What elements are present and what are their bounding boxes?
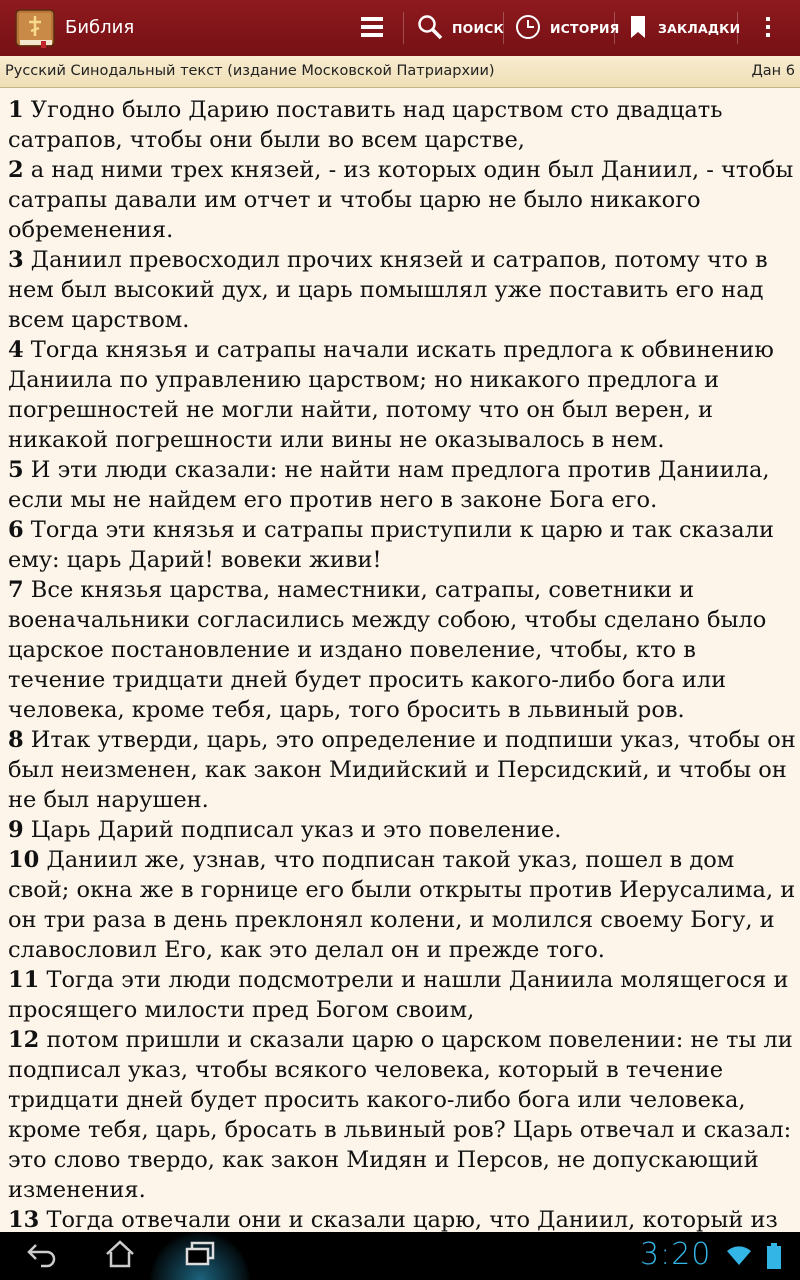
verse-number: 11	[8, 967, 40, 993]
system-navigation-bar	[0, 1232, 800, 1280]
search-label: ПОИСК	[452, 20, 504, 36]
recent-apps-icon	[183, 1240, 217, 1272]
verse-text: Тогда отвечали они и сказали царю, что Даниил, который из	[39, 1207, 778, 1232]
verse-text: Даниил превосходил прочих князей и сатрапов, потому что в нем был высокий дух, и царь помышлял уже поставить его над всем царством.	[8, 247, 768, 333]
back-button[interactable]	[20, 1232, 64, 1280]
verse-number: 4	[8, 337, 24, 363]
verse-8[interactable]	[8, 727, 796, 813]
actionbar-divider	[403, 12, 404, 44]
battery-icon	[766, 1242, 782, 1274]
verse-2[interactable]	[8, 157, 793, 243]
history-label: ИСТОРИЯ	[550, 20, 620, 36]
bookmarks-button[interactable]	[626, 0, 740, 56]
verse-number: 7	[8, 577, 24, 603]
verse-number: 10	[8, 847, 40, 873]
verse-7[interactable]	[8, 577, 766, 723]
verse-12[interactable]	[8, 1027, 793, 1203]
verse-13[interactable]	[8, 1207, 778, 1232]
verse-number: 8	[8, 727, 24, 753]
verse-4[interactable]	[8, 337, 774, 453]
verse-number: 6	[8, 517, 24, 543]
bookmarks-label: ЗАКЛАДКИ	[658, 20, 741, 36]
recent-apps-button[interactable]	[150, 1232, 250, 1280]
actionbar-divider	[737, 12, 738, 44]
verse-number: 5	[8, 457, 24, 483]
verse-text: Угодно было Дарию поставить над царством сто двадцать сатрапов, чтобы они были во всем царстве,	[8, 97, 723, 153]
verse-text: Все князья царства, наместники, сатрапы, советники и военачальники согласились между собою, чтобы сделано было царское постановление и издано повеление, чтобы, кто в течение тридцати дней будет просить какого-либо бога или человека, кроме тебя, царь, того бросить в львиный ров.	[8, 577, 767, 723]
verse-number: 12	[8, 1027, 40, 1053]
bookmark-icon	[626, 13, 650, 44]
verse-3[interactable]	[8, 247, 768, 333]
home-button[interactable]	[98, 1232, 142, 1280]
chapter-reference[interactable]: Дан 6	[751, 63, 795, 79]
verse-number: 9	[8, 817, 24, 843]
verse-number: 13	[8, 1207, 40, 1232]
action-bar	[0, 0, 800, 56]
verse-text: Тогда эти князья и сатрапы приступили к царю и так сказали ему: царь Дарий! вовеки живи!	[8, 517, 775, 573]
verse-text: И эти люди сказали: не найти нам предлога против Даниила, если мы не найдем его против него в законе Бога его.	[8, 457, 770, 513]
verse-text: Даниил же, узнав, что подписан такой указ, пошел в дом свой; окна же в горнице его были открыты против Иерусалима, и он три раза в день преклонял колени, и молился своему Богу, и славословил Его, как это делал он и прежде того.	[8, 847, 796, 963]
actionbar-divider	[503, 12, 504, 44]
verse-6[interactable]	[8, 517, 774, 573]
verse-text: а над ними трех князей, - из которых один был Даниил, - чтобы сатрапы давали им отчет и чтобы царю не было никакого обременения.	[8, 157, 794, 243]
clock-icon	[514, 13, 542, 44]
verse-5[interactable]	[8, 457, 770, 513]
bible-book-icon[interactable]	[14, 7, 58, 49]
translation-name[interactable]: Русский Синодальный текст (издание Московской Патриархии)	[5, 63, 495, 79]
wifi-icon	[726, 1244, 752, 1270]
verse-1[interactable]	[8, 97, 723, 153]
bible-text[interactable]	[8, 95, 798, 1232]
verse-10[interactable]	[8, 847, 795, 963]
home-icon	[104, 1239, 136, 1273]
verse-11[interactable]	[8, 967, 788, 1023]
back-icon	[24, 1240, 60, 1272]
overflow-menu-button[interactable]	[758, 0, 778, 56]
history-button[interactable]	[514, 0, 619, 56]
actionbar-divider	[614, 12, 615, 44]
verse-number: 2	[8, 157, 24, 183]
more-vert-icon	[758, 13, 778, 44]
verse-number: 1	[8, 97, 24, 123]
verse-text: Итак утверди, царь, это определение и подпиши указ, чтобы он был неизменен, как закон Мидийский и Персидский, и чтобы он не был нарушен.	[8, 727, 796, 813]
list-icon	[358, 13, 386, 44]
verse-number: 3	[8, 247, 24, 273]
app-title: Библия	[65, 17, 135, 38]
verse-9[interactable]	[8, 817, 561, 843]
translation-header[interactable]	[0, 56, 800, 88]
menu-button[interactable]	[358, 0, 386, 56]
verse-text: потом пришли и сказали царю о царском повелении: не ты ли подписал указ, чтобы всякого человека, который в течение тридцати дней будет просить какого-либо бога или человека, кроме тебя, царь, бросать в львиный ров? Царь отвечал и сказал: это слово твердо, как закон Мидян и Персов, не допускающий изменения.	[8, 1027, 793, 1203]
search-icon	[416, 13, 444, 44]
verse-text: Тогда эти люди подсмотрели и нашли Даниила молящегося и просящего милости пред Богом своим,	[8, 967, 789, 1023]
verse-text: Тогда князья и сатрапы начали искать предлога к обвинению Даниила по управлению царством; но никакого предлога и погрешностей не могли найти, потому что он был верен, и никакой погрешности или вины не оказывалось в нем.	[8, 337, 774, 453]
clock: 3:20	[640, 1237, 712, 1272]
search-button[interactable]	[416, 0, 504, 56]
verse-text: Царь Дарий подписал указ и это повеление.	[23, 817, 562, 843]
